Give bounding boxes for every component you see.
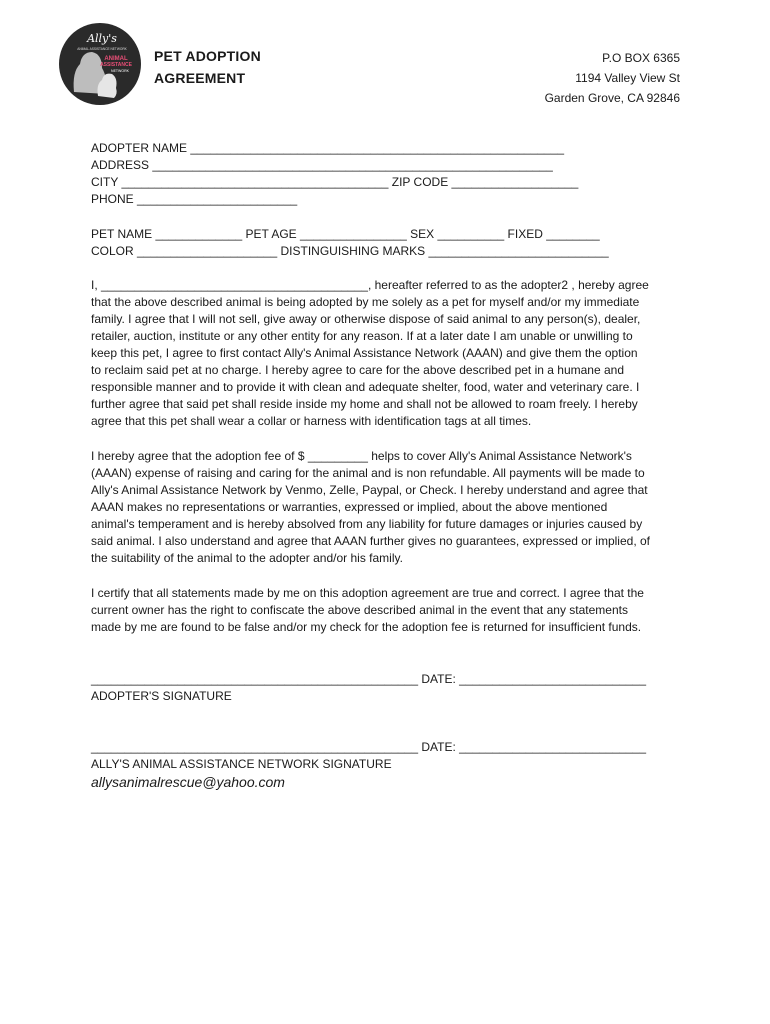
document-title: [154, 45, 261, 89]
ally-logo: [58, 22, 142, 106]
logo-top-text: Ally's: [87, 32, 117, 45]
agreement-paragraph-2: I hereby agree that the adoption fee of $ _________ helps to cover Ally's Animal Assistance Network's (AAAN) expense of raising and caring for the animal and is non refundable. All payments will be made to Ally's Animal Assistance Network by Venmo, Zelle, Paypal, or Check. I hereby understand and agree that AAAN makes no representations or warranties, expressed or implied, about the above mentioned animal's temperament and is hereby absolved from any liability for future damages or injuries caused by said animal. I also understand and agree that AAAN further gives no guarantees, expressed or implied, of the suitability of the animal to the adopter and/or his family.: [91, 449, 650, 565]
network-signature-label: ALLY'S ANIMAL ASSISTANCE NETWORK SIGNATURE: [91, 757, 392, 771]
logo-small-text: ANIMAL ASSISTANCE NETWORK: [77, 47, 127, 51]
adopter-signature-block: [91, 671, 691, 705]
agreement-paragraph-3: I certify that all statements made by me on this adoption agreement are true and correct. I agree that the current owner has the right to confiscate the above described animal in the event that any statements made by me are found to be false and/or my check for the adoption fee is returned for insufficient funds.: [91, 586, 644, 634]
phone-field[interactable]: PHONE ________________________: [91, 192, 298, 206]
pet-fields: [91, 226, 691, 260]
address-line-2: 1194 Valley View St: [575, 71, 680, 85]
adopter-address-field[interactable]: ADDRESS ____________________________________________________________: [91, 158, 553, 172]
title-line-2: AGREEMENT: [154, 70, 246, 86]
pet-name-age-sex-fixed-field[interactable]: PET NAME _____________ PET AGE ________________ SEX __________ FIXED ________: [91, 227, 600, 241]
adopter-name-field[interactable]: ADOPTER NAME ________________________________________________________: [91, 141, 565, 155]
adopter-fields: [91, 140, 691, 208]
color-marks-field[interactable]: COLOR _____________________ DISTINGUISHING MARKS ___________________________: [91, 244, 609, 258]
logo-main-text-1: ANIMAL: [104, 56, 128, 62]
address-line-3: Garden Grove, CA 92846: [544, 91, 680, 105]
title-line-1: PET ADOPTION: [154, 48, 261, 64]
network-signature-line[interactable]: _________________________________________________ DATE: ____________________________: [91, 740, 646, 754]
address-line-1: P.O BOX 6365: [602, 51, 680, 65]
logo-main-text-2: ASSISTANCE: [100, 62, 132, 68]
city-zip-field[interactable]: CITY ________________________________________ ZIP CODE ___________________: [91, 175, 579, 189]
contact-email: allysanimalrescue@yahoo.com: [91, 774, 285, 790]
network-signature-block: [91, 739, 691, 791]
adopter-signature-line[interactable]: _________________________________________________ DATE: ____________________________: [91, 672, 646, 686]
logo-sub-text: NETWORK: [111, 69, 129, 73]
adopter-signature-label: ADOPTER'S SIGNATURE: [91, 689, 232, 703]
agreement-paragraph-1: I, ________________________________________, hereafter referred to as the adopter2 , hereby agree that the above described animal is being adopted by me solely as a pet for myself and/or my immediate family. I agree that I will not sell, give away or otherwise dispose of said animal to any person(s), dealer, retailer, auction, institute or any other entity for any reason. If at a later date I am unable or unwilling to keep this pet, I agree to first contact Ally's Animal Assistance Network (AAAN) and give them the option to reclaim said pet at no charge. I hereby agree to care for the above described pet in a humane and responsible manner and to provide it with clean and adequate shelter, food, water and veterinary care. I further agree that said pet shall reside inside my home and shall not be allowed to roam freely. I hereby agree that this pet shall wear a collar or harness with identification tags at all times.: [91, 278, 649, 428]
mailing-address: [545, 48, 680, 108]
